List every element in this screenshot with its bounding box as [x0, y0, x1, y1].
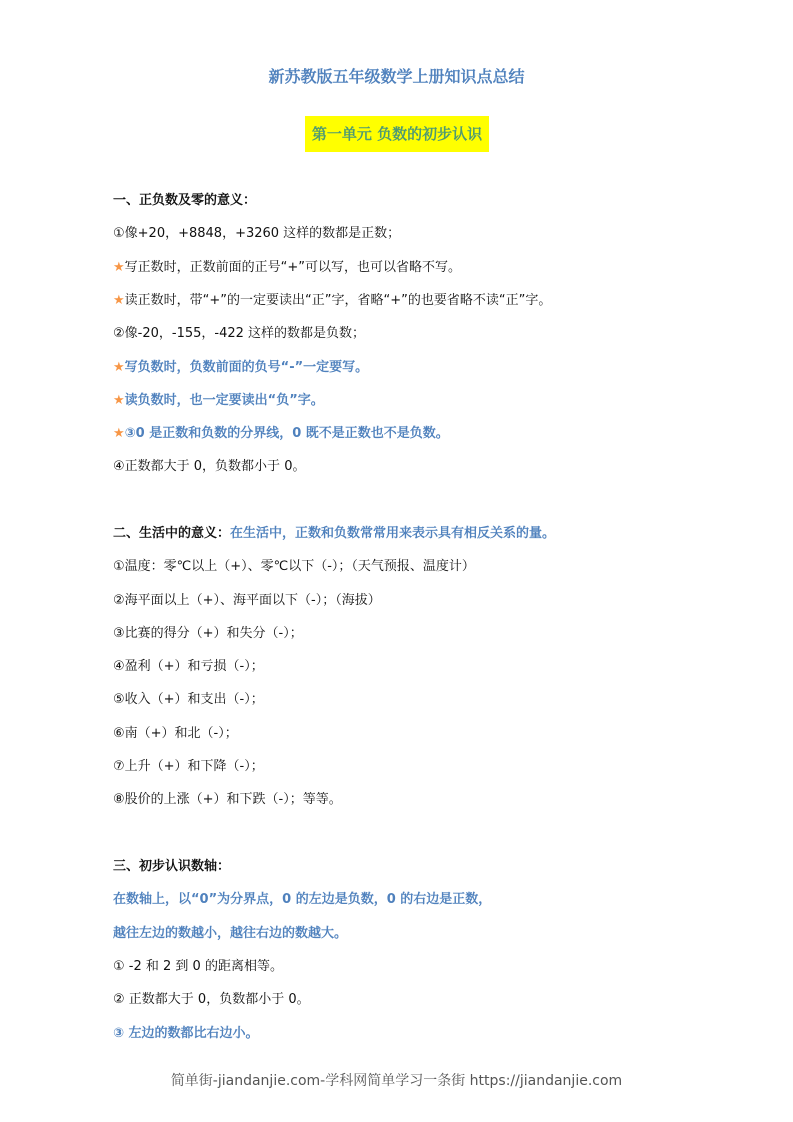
text-segment: ③ 左边的数都比右边小。 — [113, 1026, 259, 1041]
text-line — [113, 925, 347, 943]
text-segment: 在生活中，正数和负数常常用来表示具有相反关系的量。 — [230, 526, 556, 541]
star-icon: ★ — [113, 293, 125, 308]
text-segment: ①温度：零℃以上（+）、零℃以下（-）；（天气预报、温度计） — [113, 559, 475, 574]
section-heading — [113, 525, 555, 543]
text-line — [113, 725, 238, 743]
text-line — [113, 259, 461, 277]
text-line — [113, 658, 264, 676]
text-segment: 读负数时，也一定要读出“负”字。 — [124, 393, 324, 408]
text-line — [113, 758, 264, 776]
star-icon: ★ — [113, 426, 125, 441]
text-segment: ②像-20，-155，-422 这样的数都是负数； — [113, 326, 366, 341]
text-line — [113, 292, 551, 310]
section-heading — [113, 858, 230, 876]
text-segment: ⑦上升（+）和下降（-）； — [113, 759, 264, 774]
text-line — [113, 392, 324, 410]
text-line — [113, 625, 303, 643]
text-segment: 三、初步认识数轴： — [113, 859, 231, 874]
text-segment: ②海平面以上（+）、海平面以下（-）；（海拔） — [113, 593, 381, 608]
text-line — [113, 458, 305, 476]
text-segment: 写正数时，正数前面的正号“+”可以写，也可以省略不写。 — [124, 260, 462, 275]
text-line — [113, 991, 310, 1009]
text-segment: 读正数时，带“+”的一定要读出“正”字，省略“+”的也要省略不读“正”字。 — [124, 293, 552, 308]
text-segment: ⑧股价的上涨（+）和下跌（-）；等等。 — [113, 792, 342, 807]
document-title: 新苏教版五年级数学上册知识点总结 — [268, 67, 525, 86]
text-line — [113, 1025, 259, 1043]
text-segment: ⑥南（+）和北（-）； — [113, 726, 238, 741]
text-line — [113, 225, 400, 243]
text-segment: 越往左边的数越小，越往右边的数越大。 — [113, 926, 348, 941]
text-segment: ⑤收入（+）和支出（-）； — [113, 692, 264, 707]
text-segment: ④盈利（+）和亏损（-）； — [113, 659, 264, 674]
footer-watermark: 简单街-jiandanjie.com-学科网简单学习一条街 https://jiandanjie.com — [170, 1073, 623, 1089]
section-heading — [113, 192, 256, 210]
text-segment: ① -2 和 2 到 0 的距离相等。 — [113, 959, 283, 974]
text-line — [113, 891, 491, 909]
text-segment: 二、生活中的意义： — [113, 526, 231, 541]
text-line — [113, 325, 365, 343]
text-segment: 在数轴上，以“0”为分界点，0 的左边是负数，0 的右边是正数， — [113, 892, 492, 907]
text-line — [113, 592, 381, 610]
star-icon: ★ — [113, 260, 125, 275]
star-icon: ★ — [113, 360, 125, 375]
text-segment: 一、正负数及零的意义： — [113, 193, 257, 208]
text-segment: ④正数都大于 0，负数都小于 0。 — [113, 459, 306, 474]
text-line — [113, 958, 283, 976]
text-segment: ③比赛的得分（+）和失分（-）； — [113, 626, 303, 641]
text-segment: ② 正数都大于 0，负数都小于 0。 — [113, 992, 310, 1007]
text-line — [113, 558, 475, 576]
unit-heading: 第一单元 负数的初步认识 — [305, 116, 489, 152]
text-line — [113, 359, 368, 377]
text-segment: ①像+20，+8848，+3260 这样的数都是正数； — [113, 226, 401, 241]
text-line — [113, 791, 342, 809]
text-line — [113, 691, 264, 709]
text-segment: 写负数时，负数前面的负号“-”一定要写。 — [124, 360, 369, 375]
text-segment: ③0 是正数和负数的分界线，0 既不是正数也不是负数。 — [124, 426, 449, 441]
text-line — [113, 425, 449, 443]
star-icon: ★ — [113, 393, 125, 408]
